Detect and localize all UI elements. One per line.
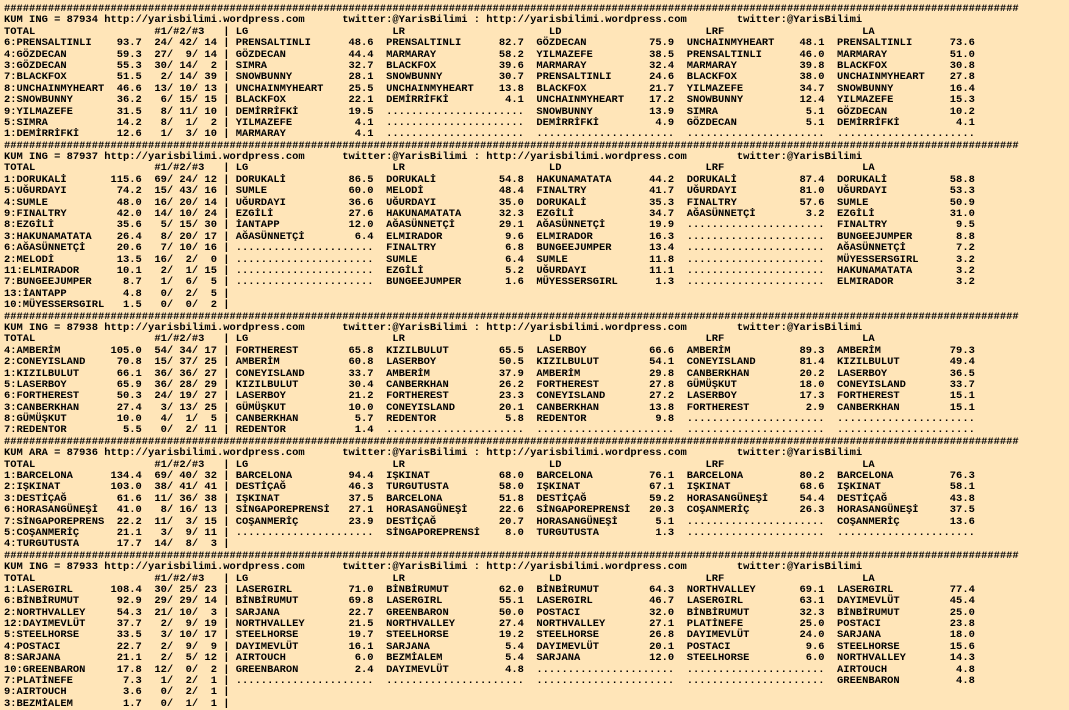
text-line: 8:UNCHAINMYHEART 46.6 13/ 10/ 13 | UNCHAINMYHEART 25.5 UNCHAINMYHEART 13.8 BLACKFOX 21.7 YILMAZEFE 34.7 SNOWBUNNY 16.4 [4, 82, 975, 95]
separator-line: ################################################################################################################################################################## [4, 549, 1019, 562]
text-line: 2:CONEYISLAND 70.8 15/ 37/ 25 | AMBERİM 60.8 LASERBOY 50.5 KIZILBULUT 54.1 CONEYISLAND 81.4 KIZILBULUT 49.4 [4, 356, 975, 369]
text-line: 6:HORASANGÜNEŞİ 41.0 8/ 16/ 13 | SİNGAPOREPRENSİ 27.1 HORASANGÜNEŞİ 22.6 SİNGAPOREPRENSİ 20.3 COŞANMERİÇ 26.3 HORASANGÜNEŞİ 37.5 [4, 504, 975, 517]
text-line: 1:KIZILBULUT 66.1 36/ 36/ 27 | CONEYISLAND 33.7 AMBERİM 37.9 AMBERİM 29.8 CANBERKHAN 20.2 LASERBOY 36.5 [4, 367, 975, 380]
text-line: 6:BİNBİRUMUT 92.9 29/ 29/ 14 | BİNBİRUMUT 69.8 LASERGIRL 55.1 LASERGIRL 46.7 LASERGIRL 63.1 DAYIMEVLÜT 45.4 [4, 595, 975, 608]
text-line: 10:GREENBARON 17.8 12/ 0/ 2 | GREENBARON 2.4 DAYIMEVLÜT 4.8 ...................... ...................... AIRTOUCH 4.8 [4, 663, 975, 676]
text-line: KUM ING = 87933 http://yarisbilimi.wordpress.com twitter:@YarisBilimi : http://yarisbilimi.wordpress.com twitter:@YarisBilimi [4, 561, 863, 574]
text-line: 9:YILMAZEFE 31.5 8/ 11/ 10 | DEMİRRİFKİ 19.5 ...................... SNOWBUNNY 13.9 SIMRA 5.1 GÖZDECAN 10.2 [4, 105, 975, 118]
text-line: 9:AIRTOUCH 3.6 0/ 2/ 1 | [4, 686, 230, 699]
text-line: TOTAL #1/#2/#3 | LG LR LD LRF LA [4, 333, 875, 346]
text-line: 5:UĞURDAYI 74.2 15/ 43/ 16 | SUMLE 60.0 MELODİ 48.4 FINALTRY 41.7 UĞURDAYI 81.0 UĞURDAYI 53.3 [4, 185, 975, 198]
separator-line: ################################################################################################################################################################## [4, 3, 1019, 15]
text-line: 5:LASERBOY 65.9 36/ 28/ 29 | KIZILBULUT 30.4 CANBERKHAN 26.2 FORTHEREST 27.8 GÜMÜŞKUT 18.0 CONEYISLAND 33.7 [4, 378, 975, 391]
text-line: KUM ING = 87937 http://yarisbilimi.wordpress.com twitter:@YarisBilimi : http://yarisbilimi.wordpress.com twitter:@YarisBilimi [4, 151, 863, 164]
text-line: 5:STEELHORSE 33.5 3/ 10/ 17 | STEELHORSE 19.7 STEELHORSE 19.2 STEELHORSE 26.8 DAYIMEVLÜT 24.0 SARJANA 18.0 [4, 629, 975, 642]
text-line: TOTAL #1/#2/#3 | LG LR LD LRF LA [4, 458, 875, 471]
text-line: 3:BEZMİALEM 1.7 0/ 1/ 1 | [4, 697, 230, 710]
text-line: 7:PLATİNEFE 7.3 1/ 2/ 1 | ...................... ...................... ...................... ...................... GREENBARON 4.8 [4, 675, 975, 688]
text-line: 2:IŞKINAT 103.0 38/ 41/ 41 | DESTİÇAĞ 46.3 TURGUTUSTA 58.0 IŞKINAT 67.1 IŞKINAT 68.6 IŞKINAT 58.1 [4, 481, 975, 494]
text-line: 10:MÜYESSERSGIRL 1.5 0/ 0/ 2 | [4, 299, 230, 312]
text-line: 4:TURGUTUSTA 17.7 14/ 8/ 3 | [4, 538, 230, 551]
text-line: TOTAL #1/#2/#3 | LG LR LD LRF LA [4, 162, 875, 175]
text-line: 4:POSTACI 22.7 2/ 9/ 9 | DAYIMEVLÜT 16.1 SARJANA 5.4 DAYIMEVLÜT 20.1 POSTACI 9.6 STEELHORSE 15.6 [4, 640, 975, 653]
text-line: KUM ING = 87938 http://yarisbilimi.wordpress.com twitter:@YarisBilimi : http://yarisbilimi.wordpress.com twitter:@YarisBilimi [4, 321, 863, 334]
separator-line: ################################################################################################################################################################## [4, 435, 1019, 448]
text-line: 7:REDENTOR 5.5 0/ 2/ 11 | REDENTOR 1.4 ...................... ...................... ...................... ...................... [4, 424, 975, 437]
text-line: 1:DORUKALİ 115.6 69/ 24/ 12 | DORUKALİ 86.5 DORUKALİ 54.8 HAKUNAMATATA 44.2 DORUKALİ 87.4 DORUKALİ 58.8 [4, 173, 975, 186]
text-line: 8:GÜMÜŞKUT 10.0 4/ 1/ 5 | CANBERKHAN 5.7 REDENTOR 5.8 REDENTOR 9.8 ...................... ...................... [4, 413, 975, 426]
text-line: 4:GÖZDECAN 59.3 27/ 9/ 14 | GÖZDECAN 44.4 MARMARAY 58.2 YILMAZEFE 38.5 PRENSALTINLI 46.0 MARMARAY 51.0 [4, 48, 975, 61]
text-line: 5:SIMRA 14.2 8/ 1/ 2 | YILMAZEFE 4.1 ...................... DEMİRRİFKİ 4.9 GÖZDECAN 5.1 DEMİRRİFKİ 4.1 [4, 116, 975, 129]
text-line: 2:NORTHVALLEY 54.3 21/ 10/ 3 | SARJANA 22.7 GREENBARON 50.0 POSTACI 32.0 BİNBİRUMUT 32.3 BİNBİRUMUT 25.0 [4, 606, 975, 619]
text-line: 2:MELODİ 13.5 16/ 2/ 0 | ...................... SUMLE 6.4 SUMLE 11.8 ...................... MÜYESSERSGIRL 3.2 [4, 253, 975, 266]
text-line: 6:AĞASÜNNETÇİ 20.6 7/ 10/ 16 | ...................... FINALTRY 6.8 BUNGEEJUMPER 13.4 ...................... AĞASÜNNETÇİ 7.2 [4, 242, 975, 255]
text-line: 4:SUMLE 48.0 16/ 20/ 14 | UĞURDAYI 36.6 UĞURDAYI 35.0 DORUKALİ 35.3 FINALTRY 57.6 SUMLE 50.9 [4, 196, 975, 209]
text-line: 7:SİNGAPOREPRENS 22.2 11/ 3/ 15 | COŞANMERİÇ 23.9 DESTİÇAĞ 20.7 HORASANGÜNEŞİ 5.1 ...................... COŞANMERİÇ 13.6 [4, 515, 975, 528]
separator-line: ################################################################################################################################################################## [4, 139, 1019, 152]
text-line: 3:CANBERKHAN 27.4 3/ 13/ 25 | GÜMÜŞKUT 10.0 CONEYISLAND 20.1 CANBERKHAN 13.8 FORTHEREST 2.9 CANBERKHAN 15.1 [4, 401, 975, 414]
text-line: 6:FORTHEREST 50.3 24/ 19/ 27 | LASERBOY 21.2 FORTHEREST 23.3 CONEYISLAND 27.2 LASERBOY 17.3 FORTHEREST 15.1 [4, 390, 975, 403]
text-line: 3:HAKUNAMATATA 26.4 8/ 20/ 17 | AĞASÜNNETÇİ 6.4 ELMIRADOR 9.6 ELMIRADOR 16.3 ...................... BUNGEEJUMPER 8.8 [4, 230, 975, 243]
text-line: TOTAL #1/#2/#3 | LG LR LD LRF LA [4, 25, 875, 38]
text-line: 1:DEMİRRİFKİ 12.6 1/ 3/ 10 | MARMARAY 4.1 ...................... ...................... ...................... ...................... [4, 128, 975, 141]
text-line: 3:GÖZDECAN 55.3 30/ 14/ 2 | SIMRA 32.7 BLACKFOX 39.6 MARMARAY 32.4 MARMARAY 39.8 BLACKFOX 30.8 [4, 59, 975, 72]
text-line: 12:DAYIMEVLÜT 37.7 2/ 9/ 19 | NORTHVALLEY 21.5 NORTHVALLEY 27.4 NORTHVALLEY 27.1 PLATİNEFE 25.0 POSTACI 23.8 [4, 618, 975, 631]
text-line: KUM ING = 87934 http://yarisbilimi.wordpress.com twitter:@YarisBilimi : http://yarisbilimi.wordpress.com twitter:@YarisBilimi [4, 14, 863, 27]
text-line: 1:BARCELONA 134.4 69/ 40/ 32 | BARCELONA 94.4 IŞKINAT 68.0 BARCELONA 76.1 BARCELONA 80.2 BARCELONA 76.3 [4, 470, 975, 483]
text-line: 9:FINALTRY 42.0 14/ 10/ 24 | EZGİLİ 27.6 HAKUNAMATATA 32.3 EZGİLİ 34.7 AĞASÜNNETÇİ 3.2 EZGİLİ 31.0 [4, 208, 975, 221]
text-line: 3:DESTİÇAĞ 61.6 11/ 36/ 38 | IŞKINAT 37.5 BARCELONA 51.8 DESTİÇAĞ 59.2 HORASANGÜNEŞİ 54.4 DESTİÇAĞ 43.8 [4, 492, 975, 505]
text-line: 1:LASERGIRL 108.4 30/ 25/ 23 | LASERGIRL 71.0 BİNBİRUMUT 62.0 BİNBİRUMUT 64.3 NORTHVALLEY 69.1 LASERGIRL 77.4 [4, 583, 975, 596]
text-line: TOTAL #1/#2/#3 | LG LR LD LRF LA [4, 572, 875, 585]
separator-line: ################################################################################################################################################################## [4, 310, 1019, 323]
text-line: KUM ARA = 87936 http://yarisbilimi.wordpress.com twitter:@YarisBilimi : http://yarisbilimi.wordpress.com twitter:@YarisBilimi [4, 447, 863, 460]
text-line: 8:EZGİLİ 35.6 5/ 15/ 30 | İANTAPP 12.0 AĞASÜNNETÇİ 29.1 AĞASÜNNETÇİ 19.9 ...................... FINALTRY 9.5 [4, 219, 975, 232]
results-text-sheet [4, 3, 1065, 710]
text-line: 2:SNOWBUNNY 36.2 6/ 15/ 15 | BLACKFOX 22.1 DEMİRRİFKİ 4.1 UNCHAINMYHEART 17.2 SNOWBUNNY 12.4 YILMAZEFE 15.3 [4, 94, 975, 107]
text-line: 7:BLACKFOX 51.5 2/ 14/ 39 | SNOWBUNNY 28.1 SNOWBUNNY 30.7 PRENSALTINLI 24.6 BLACKFOX 38.0 UNCHAINMYHEART 27.8 [4, 71, 975, 84]
text-line: 6:PRENSALTINLI 93.7 24/ 42/ 14 | PRENSALTINLI 48.6 PRENSALTINLI 82.7 GÖZDECAN 75.9 UNCHAINMYHEART 48.1 PRENSALTINLI 73.6 [4, 37, 975, 50]
text-line: 4:AMBERİM 105.0 54/ 34/ 17 | FORTHEREST 65.8 KIZILBULUT 65.5 LASERBOY 66.6 AMBERİM 89.3 AMBERİM 79.3 [4, 344, 975, 357]
text-line: 7:BUNGEEJUMPER 8.7 1/ 6/ 5 | ...................... BUNGEEJUMPER 1.6 MÜYESSERSGIRL 1.3 ...................... ELMIRADOR 3.2 [4, 276, 975, 289]
text-line: 8:SARJANA 21.1 2/ 5/ 12 | AIRTOUCH 6.0 BEZMİALEM 5.4 SARJANA 12.0 STEELHORSE 6.0 NORTHVALLEY 14.3 [4, 652, 975, 665]
text-line: 13:İANTAPP 4.8 0/ 2/ 5 | [4, 287, 230, 300]
text-line: 11:ELMIRADOR 10.1 2/ 1/ 15 | ...................... EZGİLİ 5.2 UĞURDAYI 11.1 ...................... HAKUNAMATATA 3.2 [4, 264, 975, 277]
text-line: 5:COŞANMERİÇ 21.1 3/ 9/ 11 | ...................... SİNGAPOREPRENSİ 8.0 TURGUTUSTA 1.3 ...................... ...................... [4, 526, 975, 539]
